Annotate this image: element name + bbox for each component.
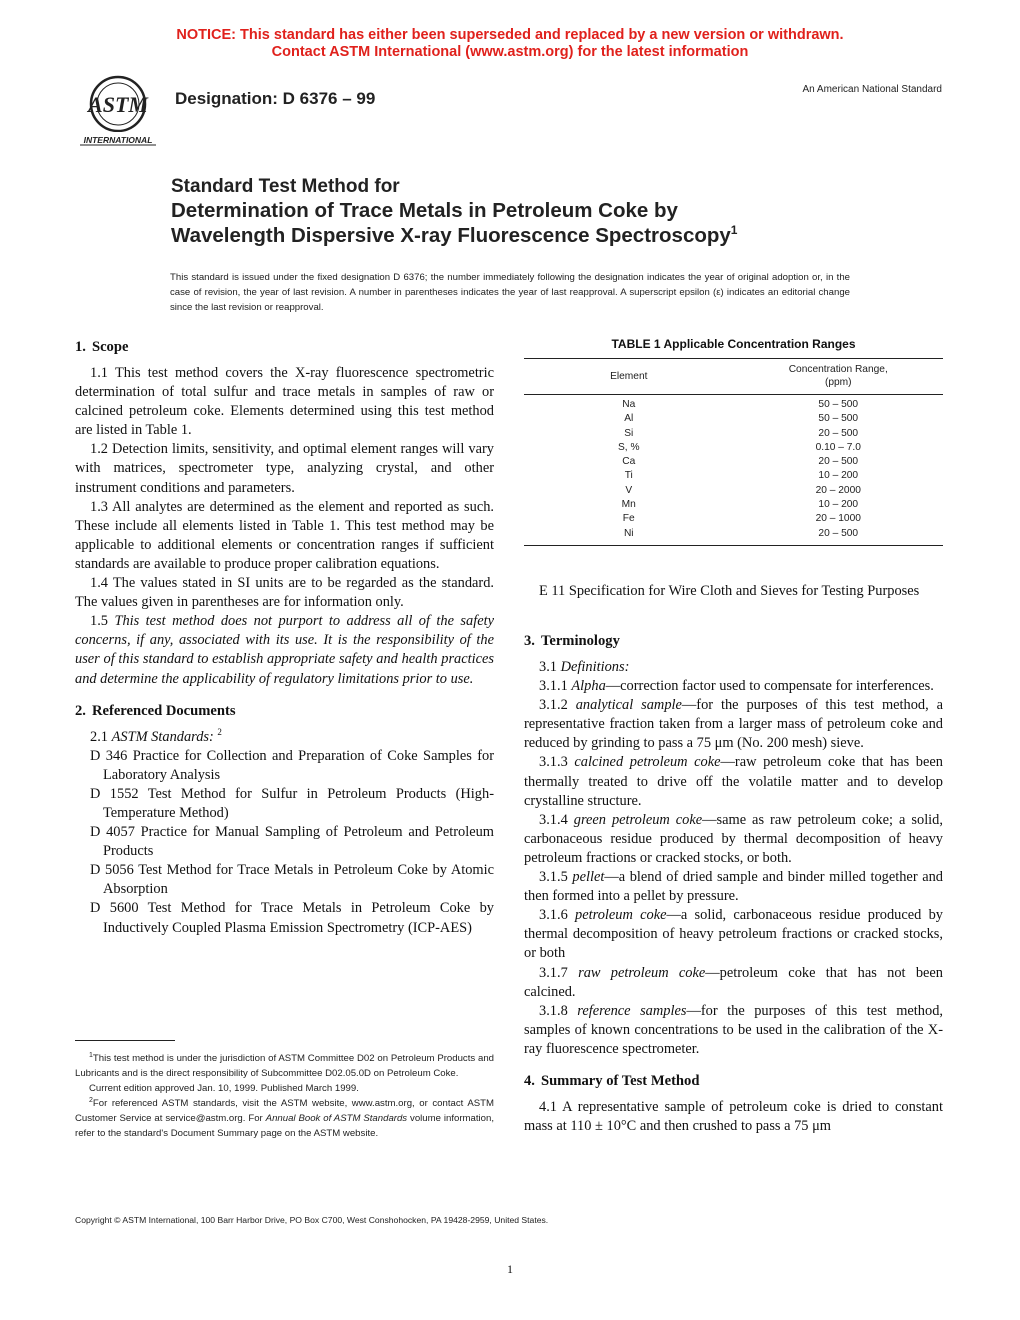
cell-element: Fe <box>622 513 635 525</box>
table-row <box>524 455 943 469</box>
title-line-2: Determination of Trace Metals in Petroleum Coke by <box>171 199 678 222</box>
definition-item: 3.1.7 raw petroleum coke—petroleum coke that has not been calcined. <box>524 964 943 1000</box>
table-row <box>524 395 943 413</box>
para-1-2: 1.2 Detection limits, sensitivity, and optimal element ranges will vary with matrices, spectrometer type, analyzing crystal, and other instrument conditions and parameters. <box>75 441 494 496</box>
cell-element: Ti <box>624 470 633 482</box>
cell-element: S, % <box>617 441 640 453</box>
cell-element: Al <box>624 413 634 425</box>
concentration-table <box>524 358 943 546</box>
logo-text: ASTM <box>88 92 148 117</box>
table-row <box>524 484 943 498</box>
cell-range: 50 – 500 <box>818 399 859 410</box>
designation: Designation: D 6376 – 99 <box>175 89 376 108</box>
cell-range: 10 – 200 <box>818 499 859 511</box>
logo-subtext: INTERNATIONAL <box>83 135 153 145</box>
cell-range: 20 – 2000 <box>815 484 861 496</box>
definition-item: 3.1.4 green petroleum coke—same as raw petroleum coke; a solid, carbonaceous residue produced by thermal decomposition of heavy petroleum fractions or cracked stocks, or both. <box>524 811 943 866</box>
footnote-rule <box>75 1040 175 1041</box>
table-title: TABLE 1 Applicable Concentration Ranges <box>611 337 856 351</box>
footnote-1: $^1$This test method is under the jurisdiction of ASTM Committee D02 on Petroleum Products and Lubricants and is the direct responsibility of Subcommittee D02.05.0D on Petroleum Coke. <box>75 1051 494 1079</box>
left-column <box>75 338 494 938</box>
title-line-3: Wavelength Dispersive X-ray Fluorescence Spectroscopy$^1$ <box>171 223 738 247</box>
cell-range: 50 – 500 <box>818 413 859 425</box>
ref-e11 <box>539 582 943 601</box>
footnote-1b: Current edition approved Jan. 10, 1999. Published March 1999. <box>89 1083 359 1094</box>
definition-item: 3.1.8 reference samples—for the purposes of this test method, samples of known concentrations to be used in the calibration of the X-ray fluorescence spectrometer. <box>524 1002 943 1057</box>
footnote-2: $^2$For referenced ASTM standards, visit the ASTM website, www.astm.org, or contact ASTM Customer Service at service@astm.org. For Annual Book of ASTM Standards volume information, refer to the standard's Document Summary page on the ASTM website. <box>75 1096 494 1139</box>
table-header-element: Element <box>524 359 734 395</box>
table-header-range: Concentration Range, (ppm) <box>734 359 944 395</box>
cell-element: Ca <box>622 456 636 468</box>
cell-range: 0.10 – 7.0 <box>815 441 861 453</box>
cell-range: 20 – 500 <box>818 427 859 439</box>
definition-item: 3.1.3 calcined petroleum coke—raw petroleum coke that has been thermally treated to drive off the volatile matter and to develop crystalline structure. <box>524 754 943 809</box>
ref-item: D 4057 Practice for Manual Sampling of Petroleum and Petroleum Products <box>90 824 494 860</box>
ref-item: D 1552 Test Method for Sulfur in Petroleum Products (High-Temperature Method) <box>90 785 494 821</box>
cell-element: Na <box>622 399 636 410</box>
para-1-1: 1.1 This test method covers the X-ray fluorescence spectrometric determination of total sulfur and trace metals in samples of raw or calcined petroleum coke. Elements determined using this test method are listed in Table 1. <box>75 365 494 439</box>
cell-element: V <box>625 484 633 496</box>
issued-note: This standard is issued under the fixed designation D 6376; the number immediately following the designation indicates the year of original adoption or, in the case of revision, the year of last revision. A number in parentheses indicates the year of last reapproval. A superscript epsilon (ε) indicates an editorial change since the last revision or reapproval. <box>170 272 850 313</box>
definition-item: 3.1.6 petroleum coke—a solid, carbonaceous residue produced by thermal decomposition of heavy petroleum fractions or cracked stocks, or both <box>524 907 943 962</box>
cell-element: Si <box>624 427 634 439</box>
para-4-1: 4.1 A representative sample of petroleum coke is dried to constant mass at 110 ± 10°C and then crushed to pass a 75 μm <box>524 1098 943 1135</box>
title-line-1: Standard Test Method for <box>171 176 400 197</box>
cell-element: Ni <box>524 527 734 546</box>
copyright: Copyright © ASTM International, 100 Barr Harbor Drive, PO Box C700, West Conshohocken, PA 19428-2959, United States. <box>75 1215 549 1225</box>
section-1-heading: 1. Scope <box>75 339 129 355</box>
section-4-heading: 4. Summary of Test Method <box>524 1072 700 1089</box>
cell-element: Mn <box>621 499 636 511</box>
ref-item: D 5600 Test Method for Trace Metals in Petroleum Coke by Inductively Coupled Plasma Emission Spectrometry (ICP-AES) <box>90 900 494 936</box>
para-2-1: 2.1 ASTM Standards: $^2$ <box>90 726 222 745</box>
ref-item: D 346 Practice for Collection and Preparation of Coke Samples for Laboratory Analysis <box>90 747 494 783</box>
document-title <box>171 175 891 248</box>
definition-item: 3.1.5 pellet—a blend of dried sample and binder milled together and then formed into a pellet by pressure. <box>524 869 943 905</box>
table-row <box>524 412 943 426</box>
notice-banner <box>0 27 1020 61</box>
section-3-heading: 3. Terminology <box>524 633 620 649</box>
right-column <box>524 632 943 1136</box>
astm-logo <box>76 72 160 148</box>
cell-range: 20 – 1000 <box>815 513 861 525</box>
table-row <box>524 469 943 483</box>
footnotes <box>75 1051 494 1141</box>
notice-line-2: Contact ASTM International (www.astm.org) for the latest information <box>271 44 749 60</box>
table-row <box>524 441 943 455</box>
section-2-heading: 2. Referenced Documents <box>75 702 236 719</box>
table-row <box>524 527 943 546</box>
cell-range: 20 – 500 <box>818 456 859 468</box>
title-footnote-mark: 1 <box>730 223 738 238</box>
cell-range: 20 – 500 <box>734 527 944 546</box>
notice-line-1: NOTICE: This standard has either been superseded and replaced by a new version or withdrawn. <box>176 27 844 43</box>
definition-item: 3.1.2 analytical sample—for the purposes of this test method, a representative fraction taken from a larger mass of petroleum coke and reduced by grinding to pass a 75 μm (No. 200 mesh) sieve. <box>524 697 943 752</box>
definition-item: 3.1.1 Alpha—correction factor used to compensate for interferences. <box>539 678 934 695</box>
table-row <box>524 498 943 512</box>
table-row <box>524 427 943 441</box>
ref-item: E 11 Specification for Wire Cloth and Sieves for Testing Purposes <box>539 583 920 599</box>
page-number: 1 <box>507 1262 513 1276</box>
para-1-3: 1.3 All analytes are determined as the element and reported as such. These include all elements listed in Table 1. This test method may be applicable to additional elements or concentration ranges if sufficient standards are available to produce proper calibration equations. <box>75 498 494 572</box>
ref-item: D 5056 Test Method for Trace Metals in Petroleum Coke by Atomic Absorption <box>90 862 494 898</box>
table-1 <box>524 337 943 546</box>
american-national-standard: An American National Standard <box>802 84 942 95</box>
para-3-1: 3.1 Definitions: <box>539 659 630 675</box>
cell-range: 10 – 200 <box>818 470 859 482</box>
table-row <box>524 512 943 526</box>
para-1-5: 1.5 This test method does not purport to address all of the safety concerns, if any, associated with its use. It is the responsibility of the user of this standard to establish appropriate safety and health practices and determine the applicability of regulatory limitations prior to use. <box>75 613 494 687</box>
para-1-4: 1.4 The values stated in SI units are to be regarded as the standard. The values given in parentheses are for information only. <box>75 575 494 611</box>
